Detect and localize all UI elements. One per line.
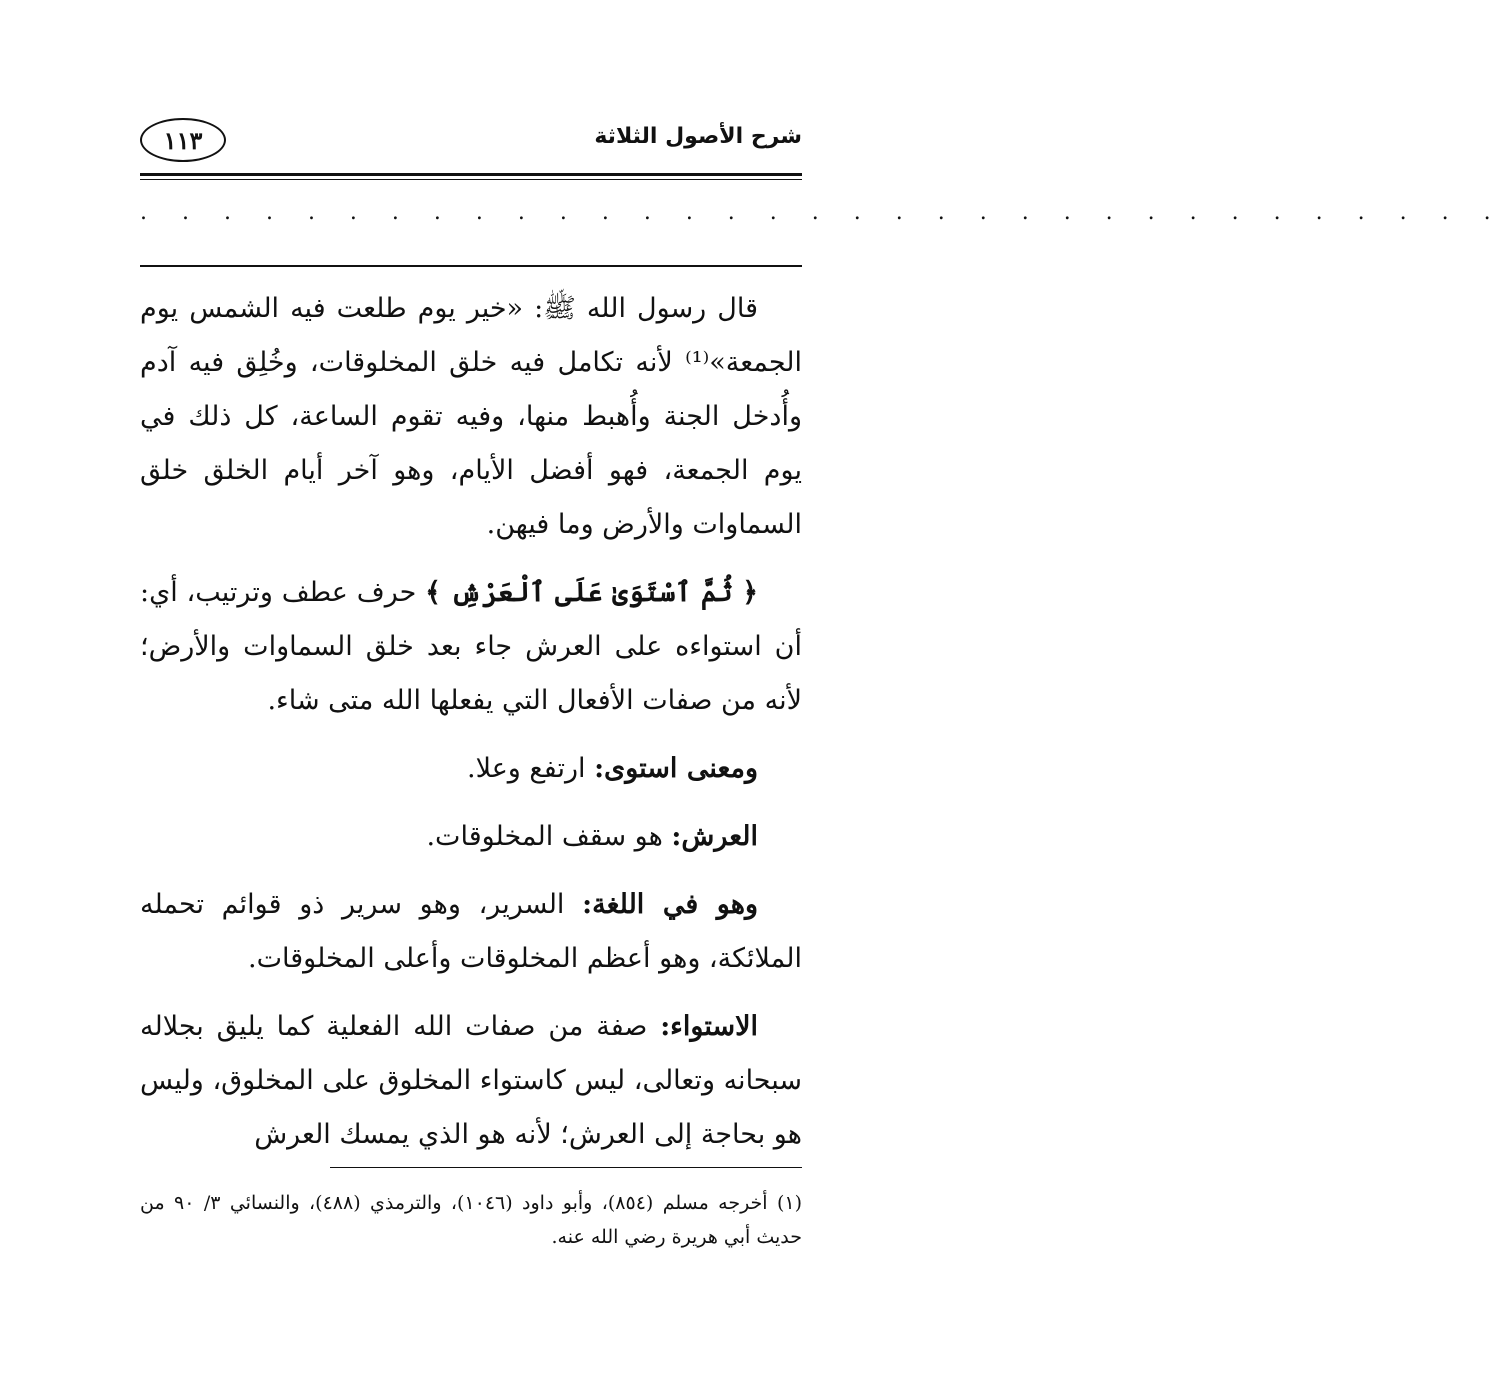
header-rule-thick [140, 173, 802, 176]
paragraph-language [140, 878, 802, 986]
page-header [140, 118, 802, 168]
footnote-1: (١) أخرجه مسلم (٨٥٤)، وأبو داود (١٠٤٦)، والترمذي (٤٨٨)، والنسائي ٣/ ٩٠ من حديث أبي هريرة رضي الله عنه. [140, 1192, 802, 1248]
header-rule-thin [140, 179, 802, 180]
paragraph-text: صفة من صفات الله الفعلية كما يليق بجلاله سبحانه وتعالى، ليس كاستواء المخلوق على المخلوق، وليس هو بحاجة إلى العرش؛ لأنه هو الذي يمسك العرش [140, 1011, 802, 1150]
footnote-rule [330, 1167, 802, 1168]
paragraph-text: حرف عطف وترتيب، أي: أن استواءه على العرش جاء بعد خلق السماوات والأرض؛ لأنه من صفات الأفعال التي يفعلها الله متى شاء. [140, 577, 802, 716]
paragraph-istiwa [140, 566, 802, 728]
paragraph-text: السرير، وهو سرير ذو قوائم تحمله الملائكة، وهو أعظم المخلوقات وأعلى المخلوقات. [140, 889, 802, 974]
page-number: ١١٣ [140, 118, 226, 162]
term-label: العرش: [671, 821, 758, 852]
paragraph-meaning [140, 742, 802, 796]
section-rule [140, 265, 802, 267]
term-label: ومعنى استوى: [594, 753, 758, 784]
paragraph-text: ارتفع وعلا. [467, 753, 595, 784]
term-label: وهو في اللغة: [582, 889, 758, 920]
paragraph-text: هو سقف المخلوقات. [426, 821, 672, 852]
paragraph-definition [140, 1000, 802, 1162]
term-label: الاستواء: [660, 1011, 758, 1042]
quran-verse: ﴿ ثُمَّ ٱسْتَوَىٰ عَلَى ٱلْعَرْشِ ﴾ [425, 577, 759, 608]
main-text [140, 282, 802, 1162]
book-title: شرح الأصول الثلاثة [594, 124, 802, 149]
footnotes [140, 1186, 802, 1254]
paragraph-hadith: قال رسول الله ﷺ: «خير يوم طلعت فيه الشمس يوم الجمعة»⁽¹⁾ لأنه تكامل فيه خلق المخلوقات، وخُلِق فيه آدم وأُدخل الجنة وأُهبط منها، وفيه تقوم الساعة، كل ذلك في يوم الجمعة، فهو أفضل الأيام، وهو آخر أيام الخلق خلق السماوات والأرض وما فيهن. [140, 293, 802, 540]
paragraph-arsh [140, 810, 802, 864]
dotted-separator: . . . . . . . . . . . . . . . . . . . . . . . . . . . . . . . . . [140, 200, 1505, 225]
